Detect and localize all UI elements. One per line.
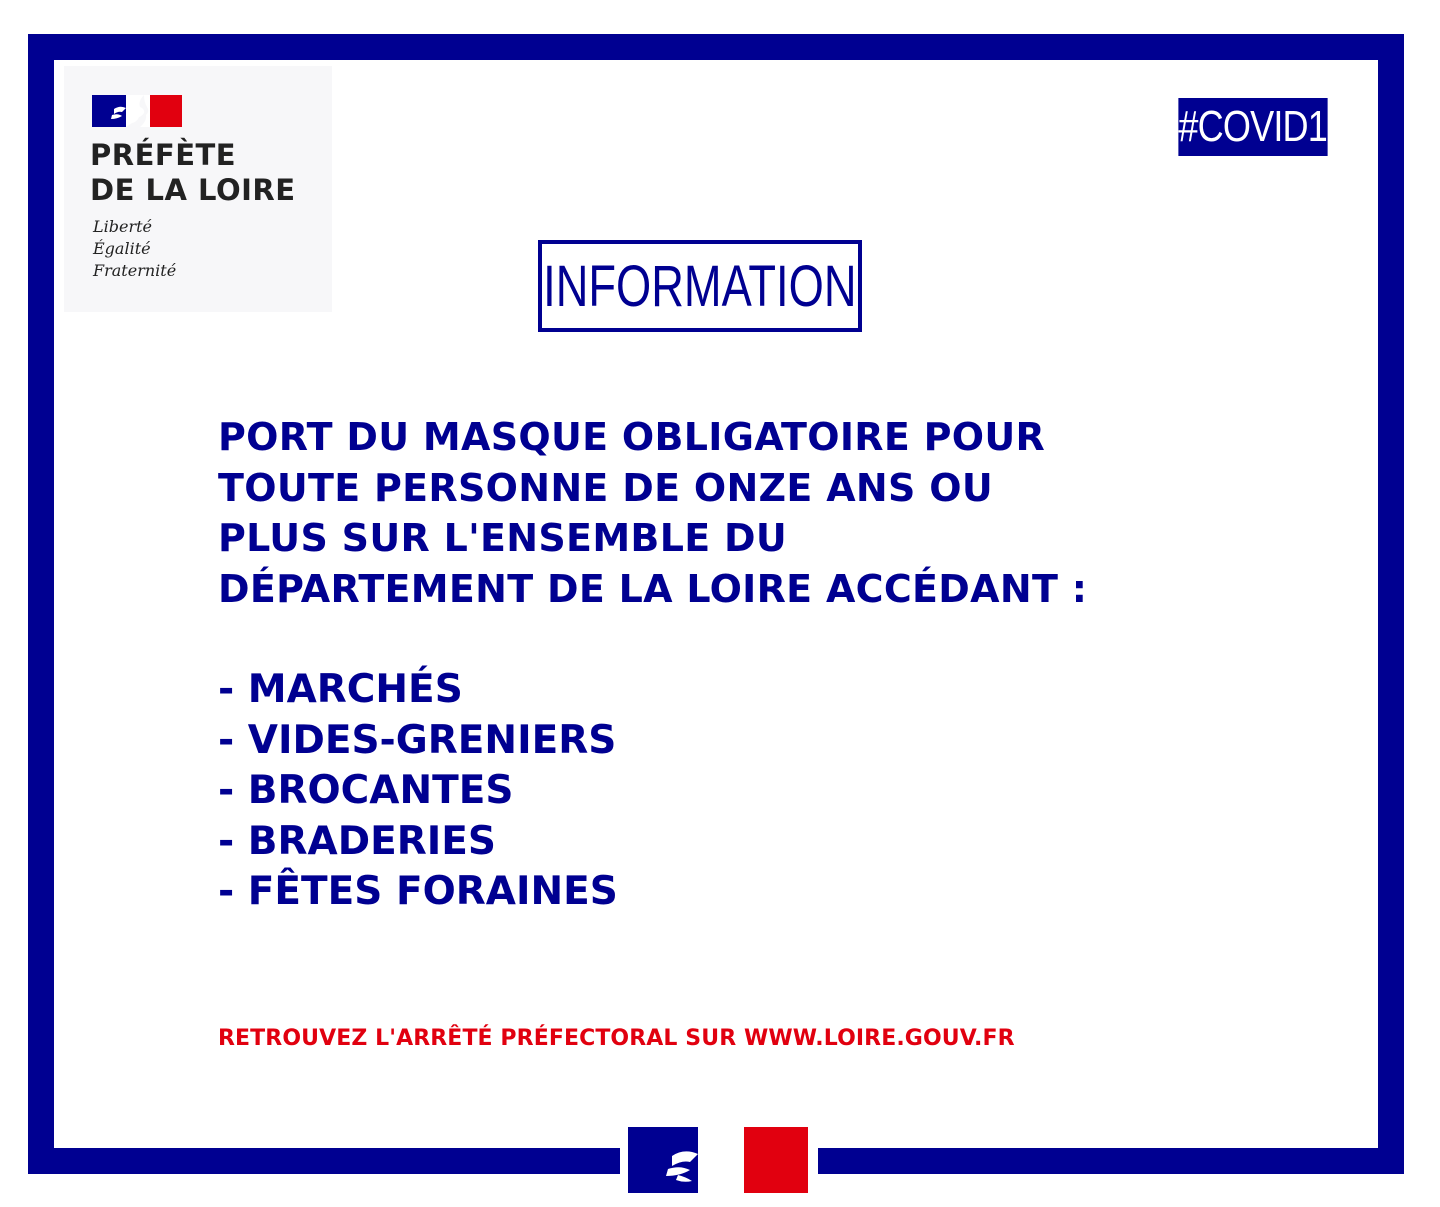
- list-item: - VIDES-GRENIERS: [218, 717, 617, 763]
- information-badge: [538, 240, 862, 332]
- prefecture-name: [90, 138, 296, 208]
- announcement-line: TOUTE PERSONNE DE ONZE ANS OU: [218, 465, 993, 510]
- hashtag-badge: #COVID19: [1178, 98, 1327, 156]
- announcement-line: PLUS SUR L'ENSEMBLE DU: [218, 516, 787, 560]
- prefecture-line-1: PRÉFÈTE: [90, 138, 237, 172]
- list-item: - BRADERIES: [218, 818, 496, 864]
- motto-line: Liberté: [93, 217, 152, 236]
- marianne-flag-icon: [628, 1127, 808, 1193]
- venue-list: [218, 665, 618, 918]
- list-item: - FÊTES FORAINES: [218, 869, 618, 914]
- prefecture-line-2: DE LA LOIRE: [90, 173, 296, 207]
- prefecture-logo-block: [64, 66, 332, 312]
- information-label: INFORMATION: [543, 253, 857, 319]
- republic-motto: [93, 216, 176, 282]
- list-item: - BROCANTES: [218, 768, 514, 813]
- announcement-line: DÉPARTEMENT DE LA LOIRE ACCÉDANT :: [218, 566, 1088, 611]
- footer-link-text: RETROUVEZ L'ARRÊTÉ PRÉFECTORAL SUR WWW.LOIRE.GOUV.FR: [218, 1026, 1015, 1051]
- motto-line: Égalité: [93, 239, 151, 258]
- motto-line: Fraternité: [93, 261, 177, 280]
- marianne-flag-icon: [92, 95, 182, 127]
- list-item: - MARCHÉS: [218, 667, 463, 712]
- announcement-line: PORT DU MASQUE OBLIGATOIRE POUR: [218, 415, 1046, 459]
- announcement-text: [218, 412, 1087, 614]
